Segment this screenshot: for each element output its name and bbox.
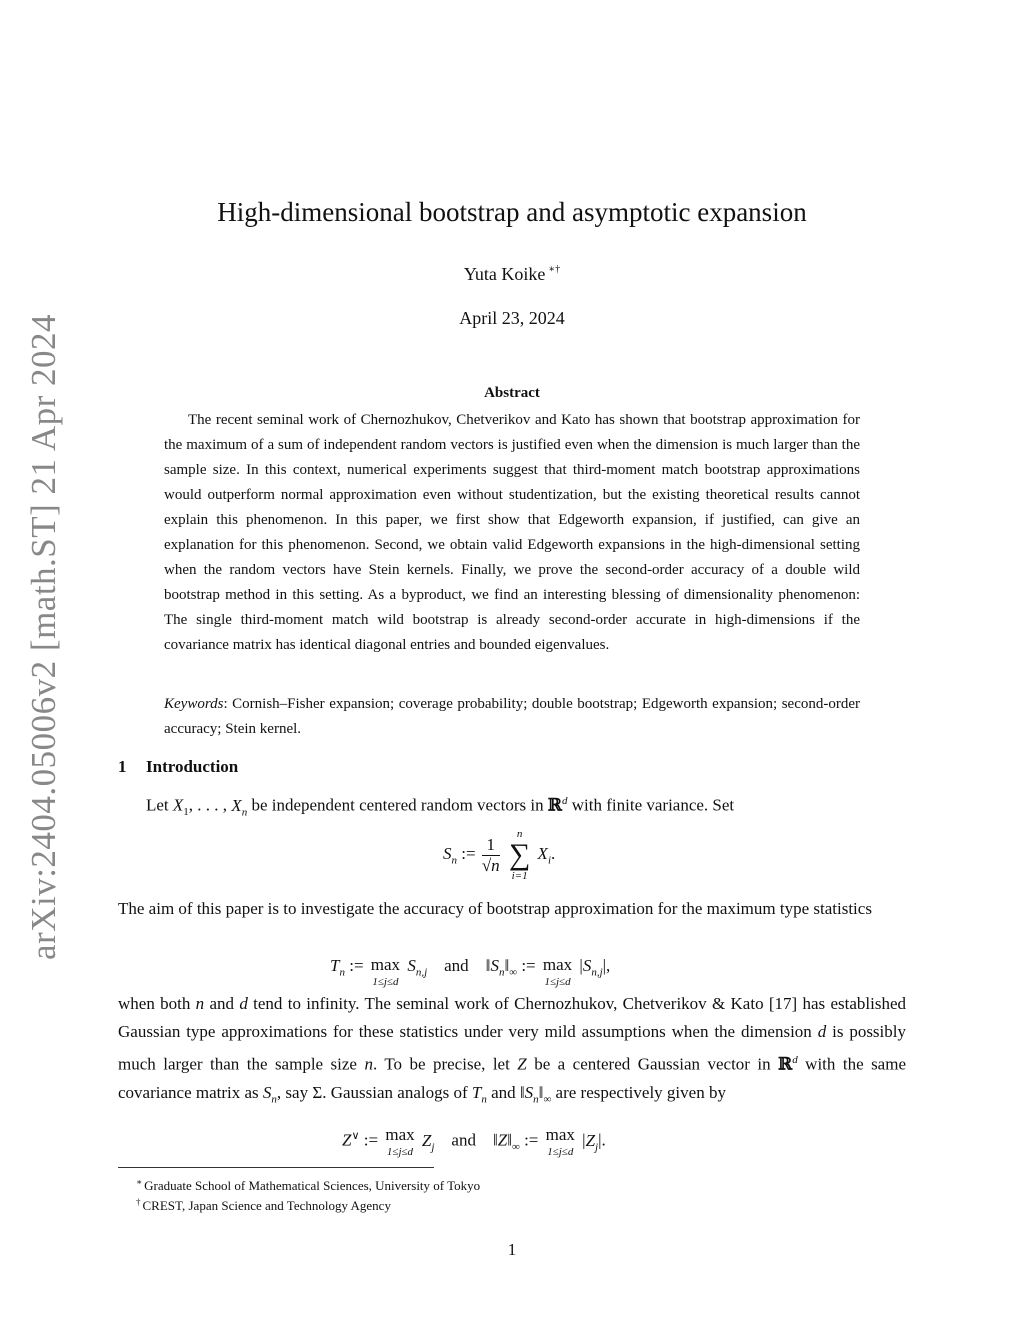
abstract-body: The recent seminal work of Chernozhukov, Chetverikov and Kato has shown that bootstrap approximation for the maximum of a sum of independent random vectors is justified even when the dimension is much larger than the sample size. In this context, numerical experiments suggest that third-moment match bootstrap approximations would outperform normal approximation even without studentization, but the existing theoretical results cannot explain this phenomenon. In this paper, we first show that Edgeworth expansion, if justified, can give an explanation for this phenomenon. Second, we obtain valid Edgeworth expansions in the high-dimensional setting when the random vectors have Stein kernels. Finally, we prove the second-order accuracy of a double wild bootstrap method in this setting. As a byproduct, we find an interesting blessing of dimensionality phenomenon: The single third-moment match wild bootstrap is already second-order accurate in high-dimensions if the covariance matrix has identical diagonal entries and bounded eigenvalues. xyxy=(164,412,860,653)
keywords-text: Cornish–Fisher expansion; coverage probability; double bootstrap; Edgeworth expansion; second-order accuracy; Stein kernel. xyxy=(164,696,861,737)
arxiv-identifier-stamp: arXiv:2404.05006v2 [math.ST] 21 Apr 2024 xyxy=(24,313,63,960)
paper-date: April 23, 2024 xyxy=(459,308,565,328)
author-name: Yuta Koike xyxy=(463,264,546,284)
author-footnote-marks: ∗† xyxy=(548,264,561,275)
section-number: 1 xyxy=(118,757,127,776)
keywords: Keywords: Cornish–Fisher expansion; coverage probability; double bootstrap; Edgeworth expansion; second-order accuracy; Stein kernel. xyxy=(164,696,861,737)
intro-paragraph-2: The aim of this paper is to investigate the accuracy of bootstrap approximation for the maximum type statistics xyxy=(118,899,872,918)
keywords-label: Keywords xyxy=(164,696,224,712)
page-number: 1 xyxy=(507,1240,517,1259)
equation-max-statistics: $T_n$ := max 1≤j≤d $S_{n,j}$ and $‖S_n‖_\infty$ := max 1≤j≤d $|S_{n,j}|$, xyxy=(330,955,611,988)
equation-gaussian-analogs: Z∨ := max 1≤j≤d $Z_j$ and $‖Z‖_\infty$ := max 1≤j≤d $|Z_j|$. xyxy=(342,1125,606,1158)
footnote-divider xyxy=(118,1167,434,1168)
section-heading-introduction xyxy=(118,756,238,778)
equation-sum-definition: $S_n$ := $\frac{1}{√n}$ n ∑ i=1 $X_i$. xyxy=(443,828,556,882)
author-line xyxy=(120,258,904,286)
intro-paragraph-1: Let $X_1$, . . . , $X_n$ be independent centered random vectors in ℝ$^d$ with finite variance. Set xyxy=(146,795,735,819)
intro-paragraph-3: when both n and d tend to infinity. The seminal work of Chernozhukov, Chetverikov & Kato [17] has established Gaussian type approximations for these statistics under very mild assumptions when the dimension d is possibly much larger than the sample size n. To be precise, let Z be a centered Gaussian vector in ℝ$^d$ with the same covariance matrix as $S_n$, say Σ. Gaussian analogs of $T_n$ and $‖S_n‖_\infty$ are respectively given by xyxy=(118,994,907,1106)
paper-title: High-dimensional bootstrap and asymptotic expansion xyxy=(217,197,807,227)
section-title: Introduction xyxy=(146,757,239,776)
footnote-affiliation-2: † CREST, Japan Science and Technology Agency xyxy=(136,1197,391,1213)
footnote-affiliation-1: ∗ Graduate School of Mathematical Sciences, University of Tokyo xyxy=(136,1177,481,1193)
abstract-heading: Abstract xyxy=(484,385,540,401)
